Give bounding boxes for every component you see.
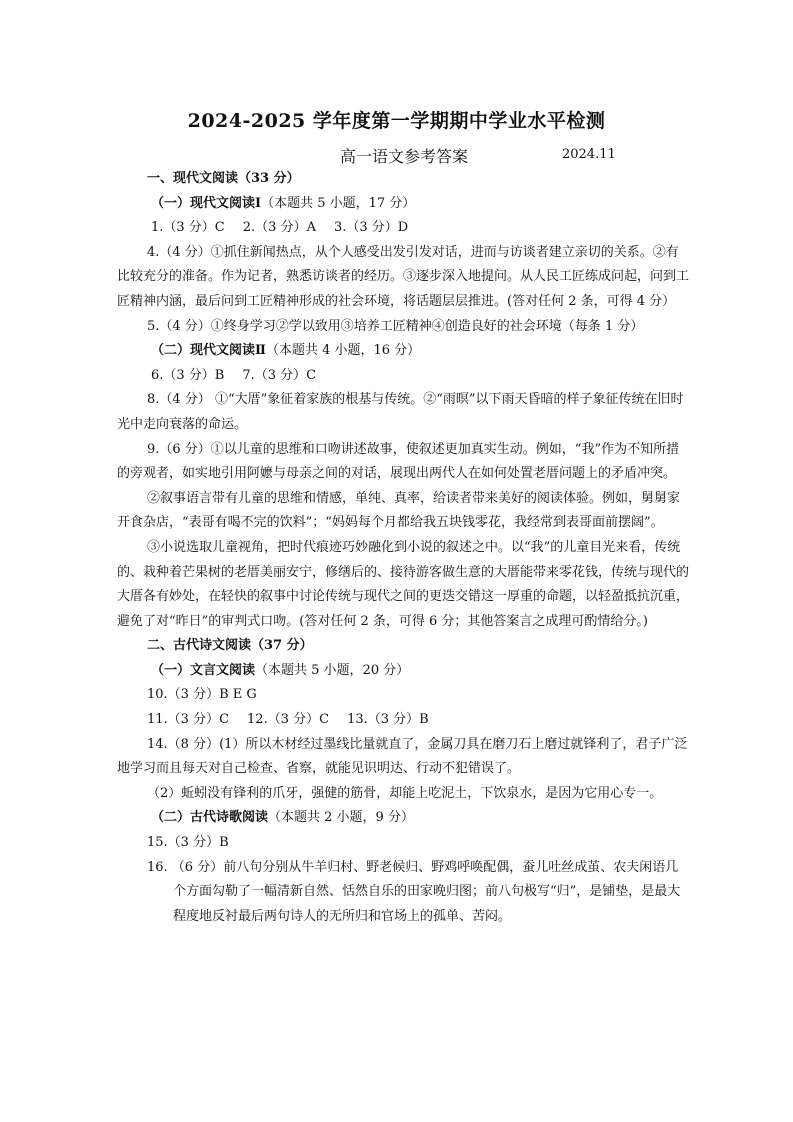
answer-14-part-2: （2）蚯蚓没有锋利的爪牙，强健的筋骨，却能上吃泥土，下饮泉水，是因为它用心专一。 [147,785,663,801]
section2-heading: 二、古代诗文阅读（37 分） [147,638,313,654]
answer-9-point-3: ③小说选取儿童视角，把时代痕迹巧妙融化到小说的叙述之中。以“我”的儿童目光来看，传统的、栽种着芒果树的老厝美丽安宁，修缮后的、接待游客做生意的大厝能带来零花钱，传统与现代的大厝各有妙处，在轻快的叙事中讨论传统与现代之间的更迭交错这一厚重的命题，以轻盈抵抗沉重，避免了对“昨日”的审判式口吻。(答对任何 2 条，可得 6 分；其他答案言之成理可酌情给分。) [117,539,690,629]
section2-part1-heading: （一）文言文阅读（本题共 5 小题，20 分） [151,662,410,678]
section1-part1-heading: （一）现代文阅读Ⅰ（本题共 5 小题，17 分） [151,195,416,211]
answers-6-7: 6.（3 分）B 7.（3 分）C [151,367,317,383]
answer-9-point-1: 9.（6 分）①以儿童的思维和口吻讲述故事，使叙述更加真实生动。例如，“我”作为不知所措的旁观者，如实地引用阿嬷与母亲之间的对话，展现出两代人在如何处置老厝问题上的矛盾冲突。 [117,441,680,482]
section2-part2-heading: （二）古代诗歌阅读（本题共 2 小题，9 分） [151,810,414,826]
answer-5: 5.（4 分）①终身学习②学以致用③培养工匠精神④创造良好的社会环境（每条 1 分） [147,318,644,334]
answer-9-point-2: ②叙事语言带有儿童的思维和情感，单纯、真率，给读者带来美好的阅读体验。例如，舅舅家开食杂店，“表哥有喝不完的饮料”；“妈妈每个月都给我五块钱零花，我经常到表哥面前摆阔”。 [117,490,681,531]
document-date: 2024.11 [562,147,616,162]
answer-15: 15.（3 分）B [147,835,229,851]
answer-4: 4.（4 分）①抓住新闻热点，从个人感受出发引发对话，进而与访谈者建立亲切的关系。②有比较充分的准备。作为记者，熟悉访谈者的经历。③逐步深入地提问。从人民工匠练成问起，问到工匠精神内涵，最后问到工匠精神形成的社会环境，将话题层层推进。(答对任何 2 条，可得 4 分） [117,244,690,309]
answer-content [117,167,690,929]
section1-heading: 一、现代文阅读（33 分） [147,171,300,186]
document-title: 2024-2025 学年度第一学期期中学业水平检测 [187,110,606,132]
answer-14-part-1: 14.（8 分）(1）所以木材经过墨线比量就直了，金属刀具在磨刀石上磨过就锋利了，君子广泛地学习而且每天对自己检查、省察，就能见识明达、行动不犯错误了。 [117,736,688,777]
answer-16: 16. （6 分）前八句分别从牛羊归村、野老候归、野鸡呼唤配偶，蚕儿吐丝成茧、农夫闲语几个方面勾勒了一幅清新自然、恬然自乐的田家晚归图；前八句极写“归”，是铺垫，是最大程度地反衬最后两句诗人的无所归和官场上的孤单、苦闷。 [147,859,681,924]
answers-11-13: 11.（3 分）C 12.（3 分）C 13.（3 分）B [147,712,429,728]
answers-1-3: 1.（3 分）C 2.（3 分）A 3.（3 分）D [151,220,409,236]
answer-8: 8.（4 分） ①“大厝”象征着家族的根基与传统。②“雨暝”以下雨天昏暗的样子象征传统在旧时光中走向衰落的命运。 [117,392,684,432]
section1-part2-heading: （二）现代文阅读Ⅱ（本题共 4 小题，16 分） [151,343,421,359]
document-subtitle: 高一语文参考答案 [340,147,469,166]
answer-10: 10.（3 分）B E G [147,687,257,703]
